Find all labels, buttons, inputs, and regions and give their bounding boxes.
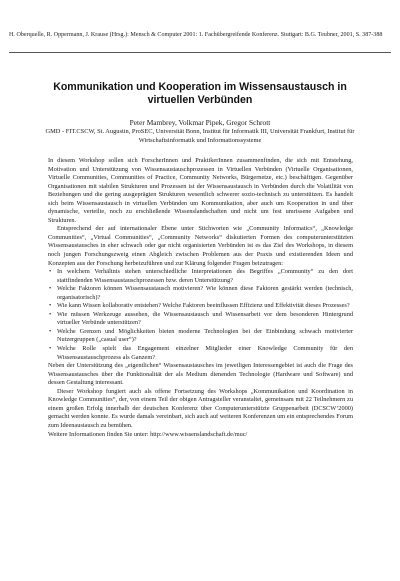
list-item xyxy=(49,310,353,328)
paper-title: Kommunikation und Kooperation im Wissensaustausch in virtuellen Verbünden xyxy=(53,81,347,106)
question-list xyxy=(48,268,353,362)
bullet-icon: • xyxy=(49,327,52,335)
paper-body xyxy=(48,157,353,439)
list-item xyxy=(49,345,353,362)
paragraph-technology: Neben der Unterstützung des „eigentlichen“ Wissensaustausches im jeweiligen Interessengebiet ist auch die Frage des Wissensaustausches über die Funktionalität der als Medium dienenden Technologie (Hardware und Software) und dessen Gestaltung interessant. xyxy=(48,362,353,387)
paragraph-more-info: Weitere Informationen finden Sie unter: http://www.wissenslandschaft.de/muc/ xyxy=(48,430,248,438)
paragraph-context: Entsprechend der auf internationaler Ebene unter Stichworten wie „Community Informatics“, „Knowledge Communities“, „Virtual Communities“, „Community Networks“ diskutierten Formen des computerunterstützten Wissensaustausches in eher schwach oder gar nicht organisierten Verbünden ist es das Ziel des Workshops, in diesem noch jungen Forschungszweig einen Abgleich zwischen Problemen aus der Praxis und existierenden Ideen und Konzepten aus der Forschung herbeizuführen und zur Klärung folgender Fragen beizutragen: xyxy=(48,225,353,267)
list-item-text: Welche Rolle spielt das Engagement einzelner Mitglieder einer Knowledge Community für den Wissensaustauschprozess als Ganzem? xyxy=(57,345,353,361)
bullet-icon: • xyxy=(49,345,52,353)
paragraph-continuation: Dieser Workshop fungiert auch als offene Fortsetzung des Workshops „Kommunikation und Koordination in Knowledge Communities“, der, von einem Teil der obigen Antragsteller veranstaltet, gemeinsam mit 22 Teilnehmern zu einem großen Erfolg innerhalb der deutschen Konferenz über Computerunterstützte Gruppenarbeit (DCSCW’2000) gemacht werden konnte. Es wurde damals vereinbart, sich auch auf weiteren Konferenzen um ein entsprechendes Forum zum Ideenaustausch zu bemühen. xyxy=(48,387,353,429)
list-item xyxy=(49,268,353,285)
header-rule xyxy=(9,52,391,53)
list-item-text: In welchem Verhältnis stehen unterschiedliche Interpretationen des Begriffes „Community“ zu den dort stattfindenden Wissensaustauschprozessen bzw. deren Unterstützung? xyxy=(57,268,353,284)
bullet-icon: • xyxy=(49,268,52,276)
list-item-text: Wie müssen Werkzeuge aussehen, die Wissensaustausch und Wissensarbeit vor dem besonderen Hintergrund virtueller Verbünde unterstützen? xyxy=(57,310,353,327)
affiliation: GMD - FIT.CSCW, St. Augustin, ProSEC, Universität Bonn, Institut für Informatik III, Universität Frankfurt, Institut für Wirtschaftsinformatik und Informationssysteme xyxy=(45,128,355,144)
bullet-icon: • xyxy=(49,310,52,318)
bullet-icon: • xyxy=(49,285,52,293)
list-item-text: Welche Faktoren können Wissensaustausch motivieren? Wie können diese Faktoren gestärkt werden (technisch, organisatorisch)? xyxy=(57,285,353,301)
author-list: Peter Mambrey, Volkmar Pipek, Gregor Schrott xyxy=(129,118,271,127)
list-item-text: Wie kann Wissen kollaborativ entstehen? Welche Faktoren beeinflussen Effizienz und Effektivität dieses Prozesses? xyxy=(57,302,350,310)
list-item-text: Welche Grenzen und Möglichkeiten bieten moderne Technologien bei der Einbindung schwach motivierter Nutzergruppen („casual user“)? xyxy=(57,327,353,344)
citation-header: H. Oberquelle, R. Oppermann, J. Krause (Hrsg.): Mensch & Computer 2001: 1. Fachübergreifende Konferenz. Stuttgart: B.G. Teubner, 2001, S. 387-388 xyxy=(9,32,383,38)
list-item xyxy=(49,302,353,311)
paragraph-intro: In diesem Workshop sollen sich ForscherInnen und PraktikerInnen zusammenfinden, die sich mit Entstehung, Motivation und Unterstützung von Wissensaustauschprozessen in Virtuellen Verbünden (Virtuelle Organisationen, Virtuelle Communities, Communities of Practice, Community Networks, Bürgernetze, etc.) beschäftigen. Gegenüber Organisationen mit stabilen Strukturen und Prozessen ist der Wissensaustausch in Verbünden durch die Volatilität von Beziehungen und die gering ausgeprägten Strukturen wesentlich schwerer sozio-technisch zu unterstützen. Es handelt sich beim Wissensaustausch in virtuellen Verbünden um Kommunikation, aber auch um Kooperation in und über dynamische, verteilte, noch zu erschließende Wissenslandschaften und nicht um fest umrissene Aufgaben und Strukturen. xyxy=(48,157,353,224)
list-item xyxy=(49,285,353,302)
bullet-icon: • xyxy=(49,302,52,310)
list-item xyxy=(49,327,353,345)
